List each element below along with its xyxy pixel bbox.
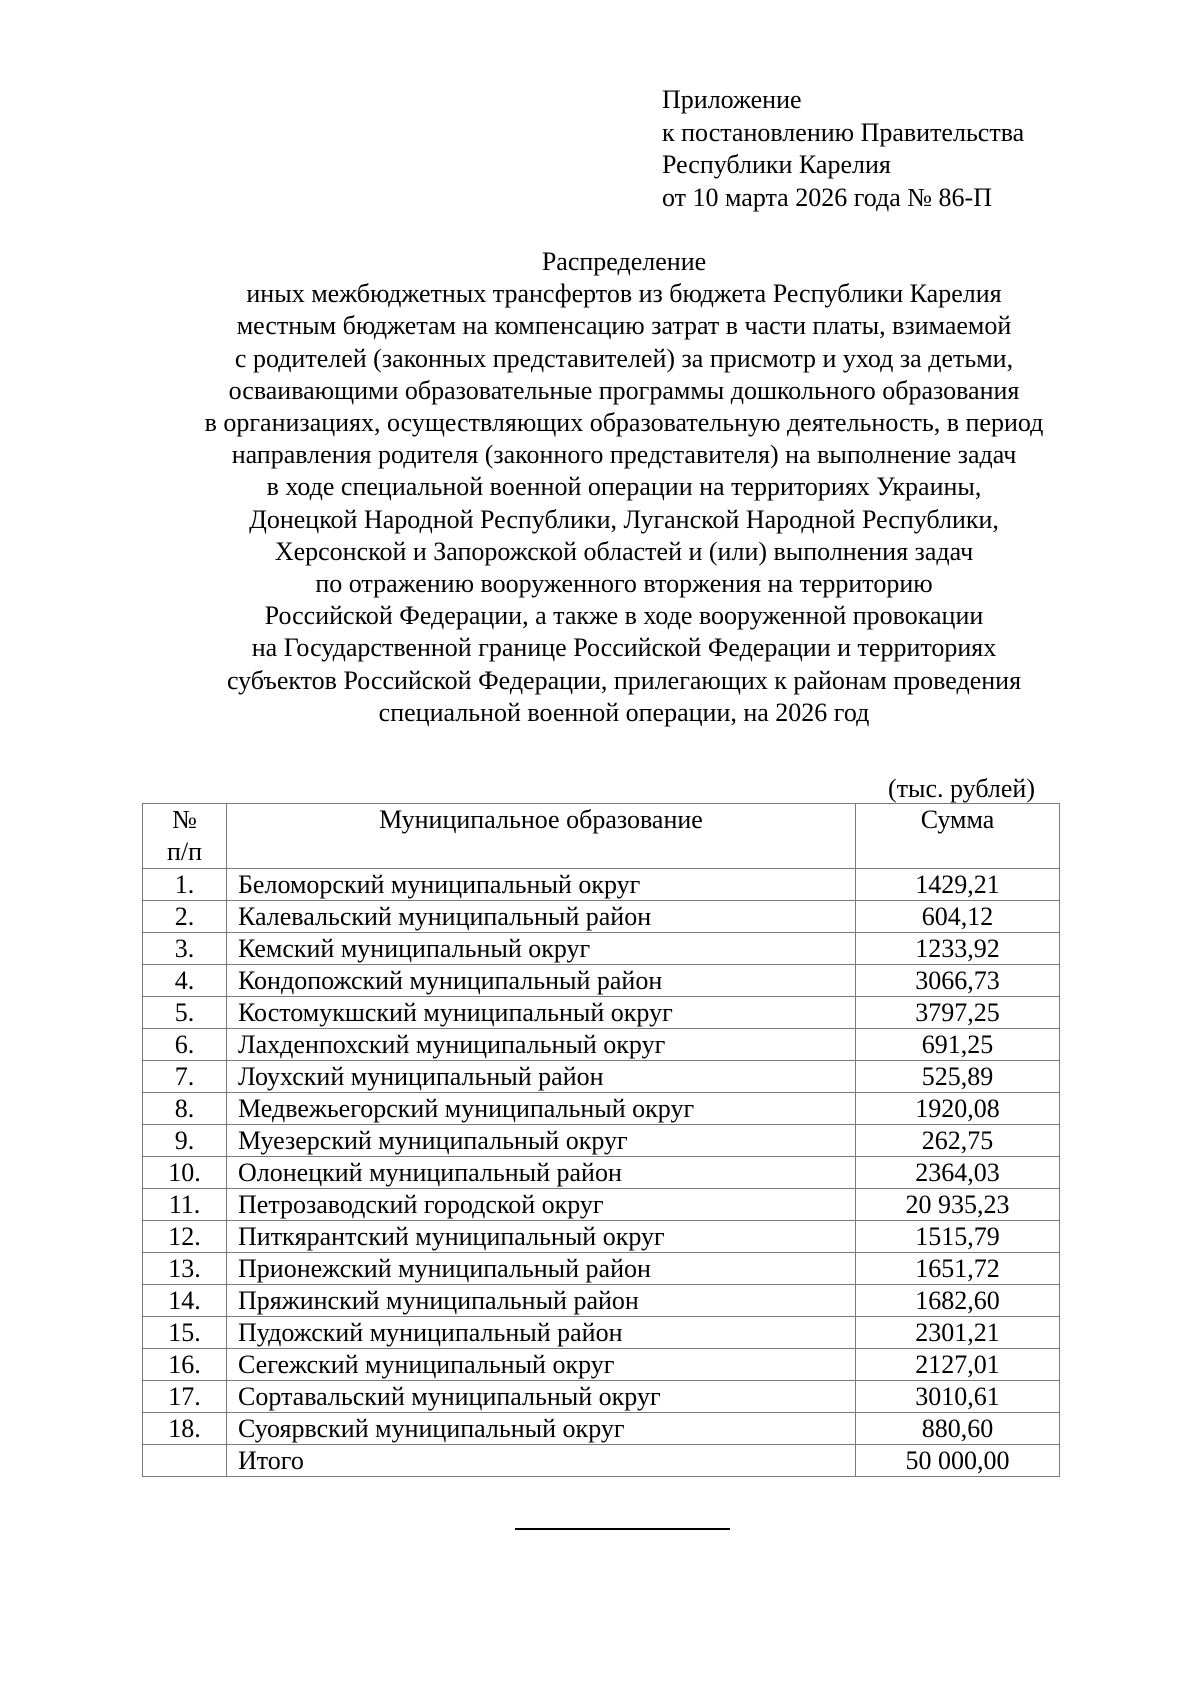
row-sum: 525,89 — [856, 1061, 1060, 1093]
end-divider — [515, 1528, 730, 1530]
row-number: 8. — [143, 1093, 227, 1125]
row-municipality: Муезерский муниципальный округ — [227, 1125, 856, 1157]
row-sum: 3066,73 — [856, 965, 1060, 997]
table-row — [143, 965, 1060, 997]
row-municipality: Олонецкий муниципальный район — [227, 1157, 856, 1189]
row-municipality: Петрозаводский городской округ — [227, 1189, 856, 1221]
table-row — [143, 933, 1060, 965]
row-number: 10. — [143, 1157, 227, 1189]
table-row — [143, 901, 1060, 933]
table-row — [143, 869, 1060, 901]
table-row — [143, 1349, 1060, 1381]
distribution-table — [142, 803, 1060, 1477]
row-municipality: Кондопожский муниципальный район — [227, 965, 856, 997]
title-line: на Государственной границе Российской Федерации и территориях — [251, 633, 997, 663]
title-line: с родителей (законных представителей) за присмотр и уход за детьми, — [234, 343, 1014, 373]
row-number: 14. — [143, 1285, 227, 1317]
row-sum: 1515,79 — [856, 1221, 1060, 1253]
table-row — [143, 1253, 1060, 1285]
row-sum: 1429,21 — [856, 869, 1060, 901]
title-line: местным бюджетам на компенсацию затрат в части платы, взимаемой — [236, 311, 1012, 341]
total-number — [143, 1445, 227, 1477]
title-line: осваивающими образовательные программы дошкольного образования — [228, 375, 1020, 405]
appendix-block — [662, 84, 1024, 214]
row-municipality: Лоухский муниципальный район — [227, 1061, 856, 1093]
row-sum: 2301,21 — [856, 1317, 1060, 1349]
table-row — [143, 1157, 1060, 1189]
row-sum: 2127,01 — [856, 1349, 1060, 1381]
total-label: Итого — [227, 1445, 856, 1477]
row-municipality: Кемский муниципальный округ — [227, 933, 856, 965]
header-municipality: Муниципальное образование — [227, 804, 856, 869]
row-sum: 604,12 — [856, 901, 1060, 933]
title-line: Донецкой Народной Республики, Луганской Народной Республики, — [249, 504, 999, 534]
row-number: 4. — [143, 965, 227, 997]
table-row — [143, 1413, 1060, 1445]
row-number: 1. — [143, 869, 227, 901]
row-number: 5. — [143, 997, 227, 1029]
row-sum: 1651,72 — [856, 1253, 1060, 1285]
header-number — [143, 804, 227, 869]
row-municipality: Калевальский муниципальный район — [227, 901, 856, 933]
row-sum: 3010,61 — [856, 1381, 1060, 1413]
table-row — [143, 1317, 1060, 1349]
table-row — [143, 1381, 1060, 1413]
header-number-line2: п/п — [166, 837, 203, 866]
appendix-line: к постановлению Правительства — [662, 117, 1025, 147]
title-line: Российской Федерации, а также в ходе вооруженной провокации — [264, 601, 984, 631]
row-number: 13. — [143, 1253, 227, 1285]
row-number: 17. — [143, 1381, 227, 1413]
title-line: субъектов Российской Федерации, прилегающих к районам проведения — [226, 665, 1022, 695]
row-municipality: Медвежьегорский муниципальный округ — [227, 1093, 856, 1125]
table-header-row — [143, 804, 1060, 869]
total-sum: 50 000,00 — [856, 1445, 1060, 1477]
title-line: Херсонской и Запорожской областей и (или) выполнения задач — [274, 536, 974, 566]
title-line: по отражению вооруженного вторжения на территорию — [315, 569, 933, 599]
row-number: 12. — [143, 1221, 227, 1253]
row-municipality: Лахденпохский муниципальный округ — [227, 1029, 856, 1061]
row-sum: 3797,25 — [856, 997, 1060, 1029]
title-line: иных межбюджетных трансфертов из бюджета Республики Карелия — [246, 279, 1002, 309]
title-line: направления родителя (законного представителя) на выполнение задач — [231, 440, 1017, 470]
row-sum: 2364,03 — [856, 1157, 1060, 1189]
document-title — [130, 246, 1118, 729]
table-row — [143, 1125, 1060, 1157]
table-row — [143, 1093, 1060, 1125]
row-municipality: Костомукшский муниципальный округ — [227, 997, 856, 1029]
row-sum: 1920,08 — [856, 1093, 1060, 1125]
table-row — [143, 1029, 1060, 1061]
row-number: 18. — [143, 1413, 227, 1445]
row-number: 6. — [143, 1029, 227, 1061]
row-sum: 1682,60 — [856, 1285, 1060, 1317]
row-sum: 20 935,23 — [856, 1189, 1060, 1221]
row-sum: 1233,92 — [856, 933, 1060, 965]
table-row — [143, 1285, 1060, 1317]
row-number: 2. — [143, 901, 227, 933]
row-number: 7. — [143, 1061, 227, 1093]
header-number-line1: № — [172, 805, 197, 834]
row-municipality: Сегежский муниципальный округ — [227, 1349, 856, 1381]
row-municipality: Питкярантский муниципальный округ — [227, 1221, 856, 1253]
row-number: 16. — [143, 1349, 227, 1381]
appendix-line: Приложение — [662, 85, 802, 114]
row-municipality: Беломорский муниципальный округ — [227, 869, 856, 901]
header-sum: Сумма — [856, 804, 1060, 869]
appendix-line: Республики Карелия — [662, 150, 891, 179]
row-municipality: Сортавальский муниципальный округ — [227, 1381, 856, 1413]
row-municipality: Прионежский муниципальный район — [227, 1253, 856, 1285]
row-number: 9. — [143, 1125, 227, 1157]
title-line: в ходе специальной военной операции на территориях Украины, — [266, 472, 982, 502]
table-row — [143, 1061, 1060, 1093]
total-row — [143, 1445, 1060, 1477]
row-municipality: Пудожский муниципальный район — [227, 1317, 856, 1349]
title-line: в организациях, осуществляющих образовательную деятельность, в период — [204, 408, 1044, 438]
row-sum: 262,75 — [856, 1125, 1060, 1157]
title-line: Распределение — [541, 247, 707, 276]
appendix-line: от 10 марта 2026 года № 86-П — [662, 182, 992, 212]
row-sum: 880,60 — [856, 1413, 1060, 1445]
title-line: специальной военной операции, на 2026 год — [378, 697, 870, 727]
table-row — [143, 997, 1060, 1029]
row-number: 15. — [143, 1317, 227, 1349]
table-row — [143, 1221, 1060, 1253]
row-sum: 691,25 — [856, 1029, 1060, 1061]
table-row — [143, 1189, 1060, 1221]
unit-label: (тыс. рублей) — [887, 774, 1035, 803]
row-municipality: Пряжинский муниципальный район — [227, 1285, 856, 1317]
row-municipality: Суоярвский муниципальный округ — [227, 1413, 856, 1445]
row-number: 11. — [143, 1189, 227, 1221]
row-number: 3. — [143, 933, 227, 965]
